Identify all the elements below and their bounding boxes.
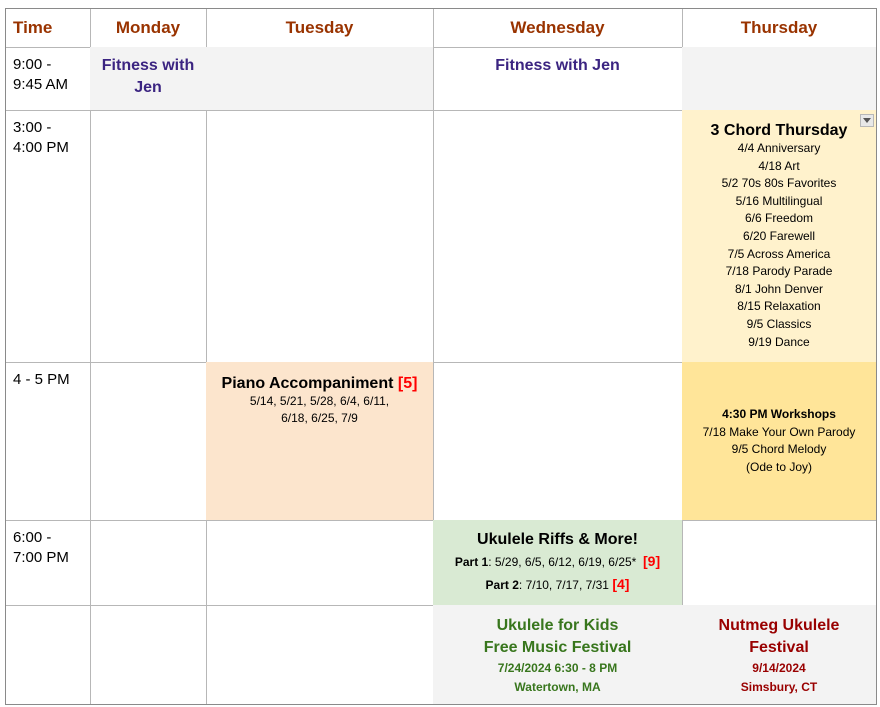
workshops-line1: 7/18 Make Your Own Parody xyxy=(702,424,856,439)
monday-afternoon-cell[interactable] xyxy=(90,110,207,363)
kids-festival-date: 7/24/2024 6:30 - 8 PM xyxy=(497,661,618,675)
chord-date-11: 9/5 Classics xyxy=(746,316,812,331)
wednesday-4pm-cell[interactable] xyxy=(433,362,683,521)
tuesday-afternoon-cell[interactable] xyxy=(206,110,434,363)
chord-date-10: 8/15 Relaxation xyxy=(737,299,821,314)
kids-festival-line2: Free Music Festival xyxy=(483,639,632,656)
time-cell-row1[interactable] xyxy=(5,47,91,111)
chord-date-5: 6/6 Freedom xyxy=(744,211,814,226)
riffs-title: Ukulele Riffs & More! xyxy=(477,531,638,548)
tuesday-festival-cell[interactable] xyxy=(206,605,434,705)
fitness-wednesday-label: Fitness with Jen xyxy=(495,57,620,74)
riffs-part1-count: [9] xyxy=(643,553,661,569)
fitness-monday-line2: Jen xyxy=(134,79,162,96)
chord-thursday-cell[interactable] xyxy=(682,110,877,363)
nutmeg-festival-cell[interactable] xyxy=(682,605,877,705)
time-cell-row5[interactable] xyxy=(5,605,91,705)
riffs-part2-count: [4] xyxy=(612,576,630,592)
time-row4-line2: 7:00 PM xyxy=(13,549,69,566)
chord-date-9: 8/1 John Denver xyxy=(734,281,824,296)
wednesday-afternoon-cell[interactable] xyxy=(433,110,683,363)
tuesday-6pm-cell[interactable] xyxy=(206,520,434,606)
chevron-down-icon[interactable] xyxy=(860,114,874,127)
riffs-part2-dates: : 7/10, 7/17, 7/31 xyxy=(518,578,609,592)
monday-6pm-cell[interactable] xyxy=(90,520,207,606)
header-tuesday-label: Tuesday xyxy=(285,17,354,37)
chord-date-3: 5/2 70s 80s Favorites xyxy=(721,176,837,191)
chord-date-12: 9/19 Dance xyxy=(748,334,810,349)
chord-date-2: 4/18 Art xyxy=(758,158,800,173)
workshops-line3: (Ode to Joy) xyxy=(745,459,813,474)
time-row3-line1: 4 - 5 PM xyxy=(13,371,70,388)
chord-thursday-title: 3 Chord Thursday xyxy=(710,122,848,139)
header-thursday[interactable] xyxy=(682,8,877,48)
piano-count: [5] xyxy=(397,375,418,392)
nutmeg-festival-line2: Festival xyxy=(749,639,809,656)
header-tuesday[interactable] xyxy=(206,8,434,48)
ukulele-riffs-cell[interactable] xyxy=(433,520,683,606)
kids-festival-place: Watertown, MA xyxy=(514,680,601,694)
time-cell-row4[interactable] xyxy=(5,520,91,606)
nutmeg-festival-place: Simsbury, CT xyxy=(740,680,818,694)
thursday-morning-cell[interactable] xyxy=(682,47,877,111)
monday-festival-cell[interactable] xyxy=(90,605,207,705)
nutmeg-festival-date: 9/14/2024 xyxy=(752,661,806,675)
chord-date-1: 4/4 Anniversary xyxy=(737,141,821,155)
workshops-title: 4:30 PM Workshops xyxy=(722,407,836,421)
workshops-cell[interactable] xyxy=(682,362,877,521)
chord-date-6: 6/20 Farewell xyxy=(742,228,816,243)
riffs-part1-dates: : 5/29, 6/5, 6/12, 6/19, 6/25* xyxy=(488,555,637,569)
chord-date-7: 7/5 Across America xyxy=(727,246,831,261)
kids-festival-cell[interactable] xyxy=(433,605,683,705)
time-row2-line2: 4:00 PM xyxy=(13,139,69,156)
fitness-monday-cell[interactable] xyxy=(90,47,207,111)
time-row1-line2: 9:45 AM xyxy=(13,76,69,93)
piano-dates-line2: 6/18, 6/25, 7/9 xyxy=(281,411,358,425)
piano-title: Piano Accompaniment xyxy=(221,375,394,392)
kids-festival-line1: Ukulele for Kids xyxy=(496,617,619,634)
thursday-6pm-cell[interactable] xyxy=(682,520,877,606)
header-time[interactable] xyxy=(5,8,91,48)
header-monday-label: Monday xyxy=(115,17,181,37)
time-row1-line1: 9:00 - xyxy=(13,56,52,73)
chord-date-4: 5/16 Multilingual xyxy=(735,193,823,208)
chord-date-8: 7/18 Parody Parade xyxy=(725,264,833,279)
header-wednesday-label: Wednesday xyxy=(510,17,605,37)
time-row2-line1: 3:00 - xyxy=(13,119,52,136)
workshops-line2: 9/5 Chord Melody xyxy=(731,442,827,457)
nutmeg-festival-line1: Nutmeg Ukulele xyxy=(718,617,840,634)
riffs-part1-label: Part 1 xyxy=(454,555,489,569)
header-wednesday[interactable] xyxy=(433,8,683,48)
piano-accompaniment-cell[interactable] xyxy=(206,362,434,521)
time-cell-row2[interactable] xyxy=(5,110,91,363)
time-row4-line1: 6:00 - xyxy=(13,529,52,546)
monday-4pm-cell[interactable] xyxy=(90,362,207,521)
header-time-label: Time xyxy=(13,17,53,37)
time-cell-row3[interactable] xyxy=(5,362,91,521)
fitness-wednesday-cell[interactable] xyxy=(433,47,683,111)
tuesday-morning-cell[interactable] xyxy=(206,47,434,111)
fitness-monday-line1: Fitness with xyxy=(101,57,195,74)
header-thursday-label: Thursday xyxy=(740,17,818,37)
piano-dates-line1: 5/14, 5/21, 5/28, 6/4, 6/11, xyxy=(249,394,390,408)
riffs-part2-label: Part 2 xyxy=(485,578,519,592)
header-monday[interactable] xyxy=(90,8,207,48)
